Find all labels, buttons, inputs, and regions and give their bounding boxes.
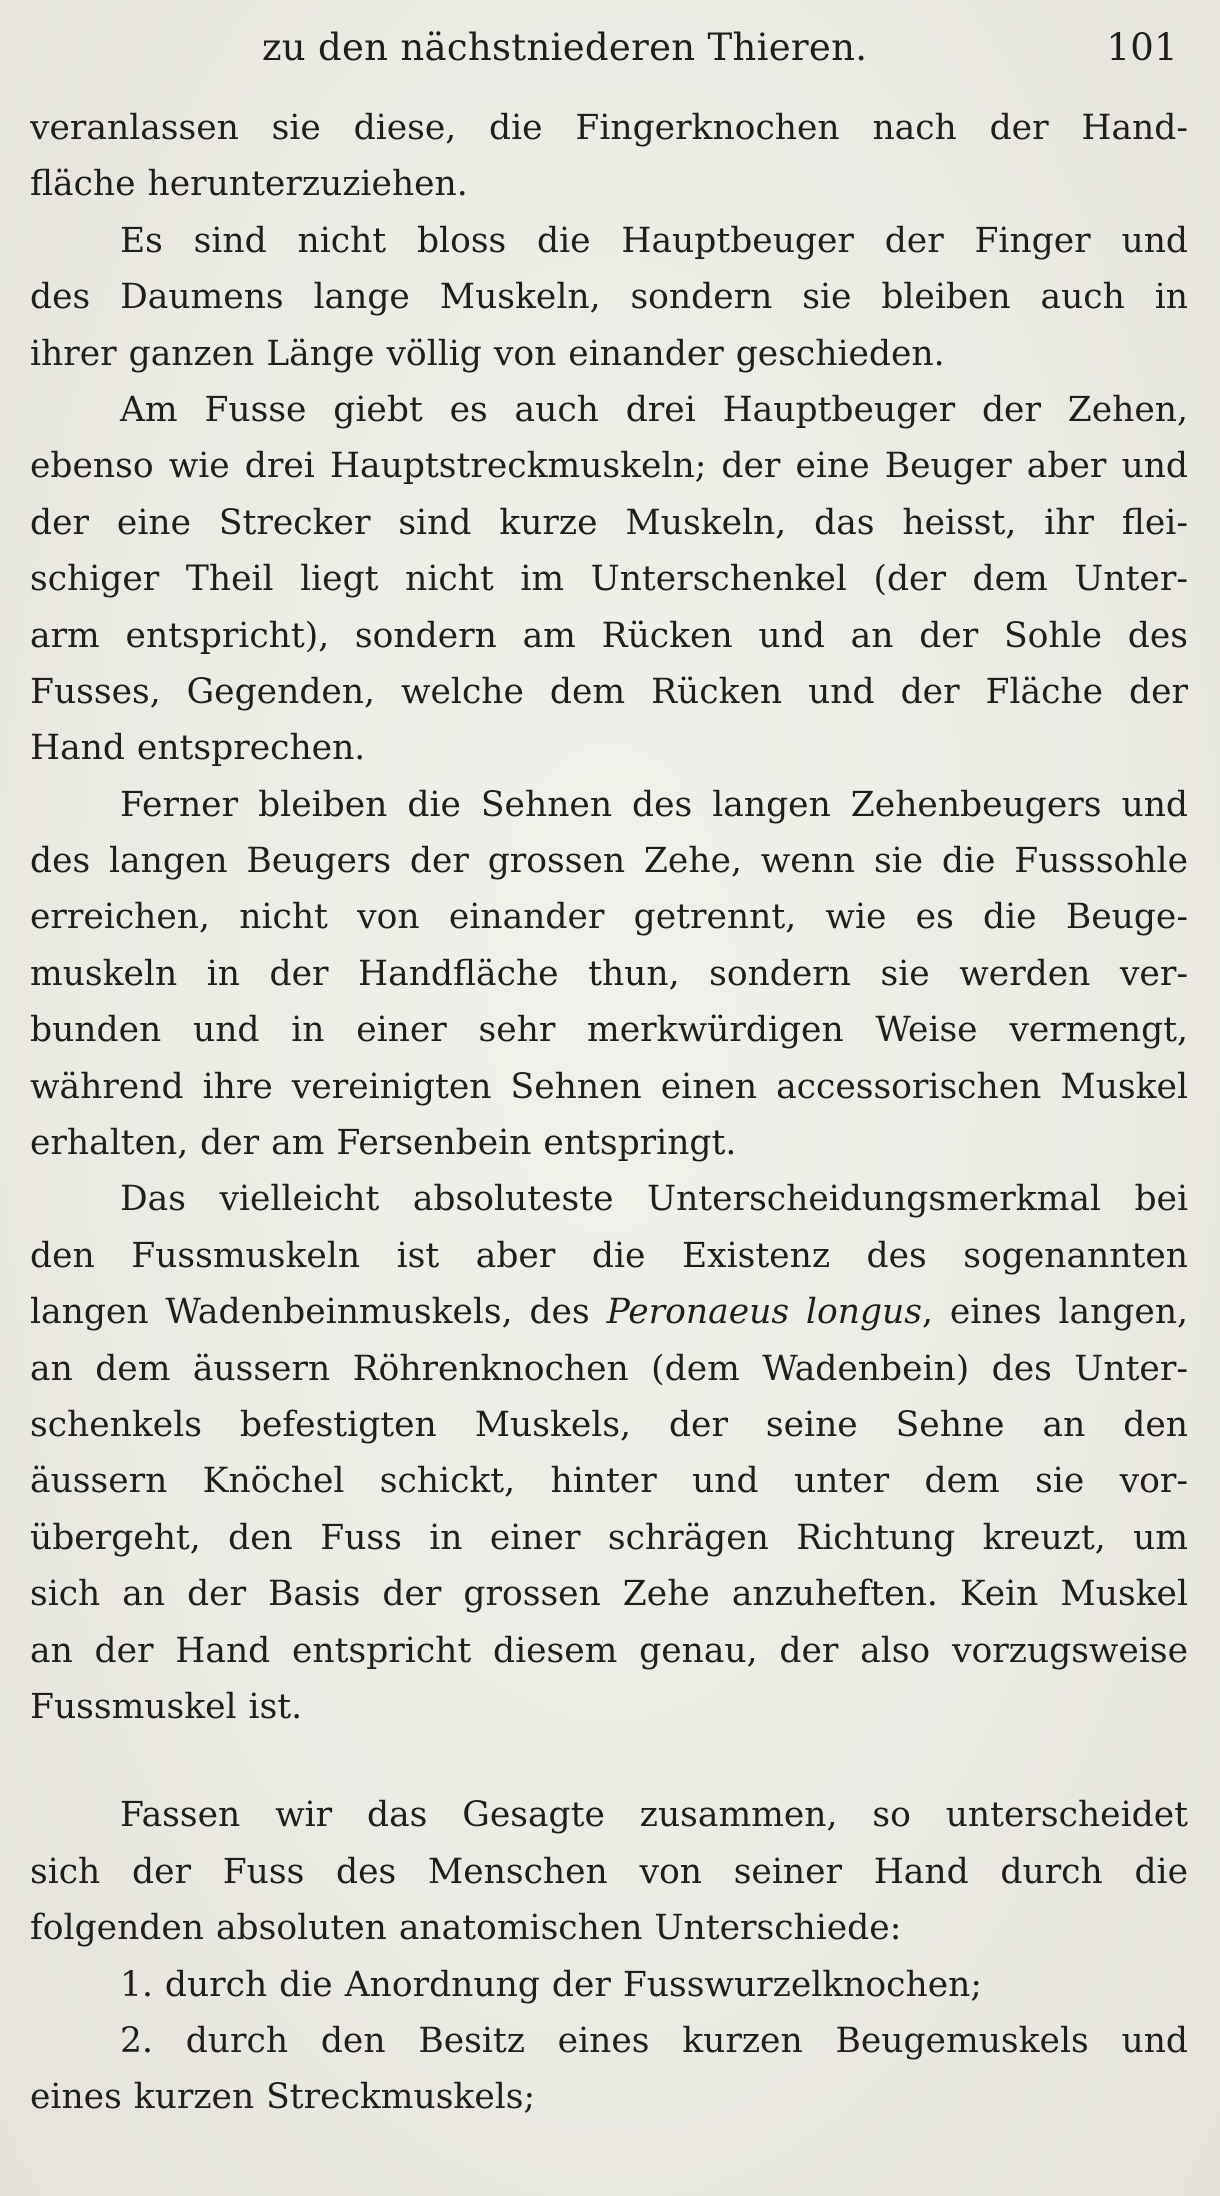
list-item bbox=[30, 2013, 1188, 2126]
text-line: ihrer ganzen Länge völlig von einander geschieden. bbox=[30, 333, 945, 374]
text-line: Am Fusse giebt es auch drei Hauptbeuger der Zehen, bbox=[120, 389, 1188, 430]
text-line: sich der Fuss des Menschen von seiner Hand durch die bbox=[30, 1851, 1188, 1892]
text-line: an der Hand entspricht diesem genau, der also vorzugsweise bbox=[30, 1630, 1188, 1671]
text-line: Das vielleicht absoluteste Unterscheidungsmerkmal bei bbox=[120, 1179, 1188, 1220]
text-line: folgenden absoluten anatomischen Unterschiede: bbox=[30, 1908, 902, 1949]
text-line: arm entspricht), sondern am Rücken und an der Sohle des bbox=[30, 615, 1188, 656]
text-line: bunden und in einer sehr merkwürdigen Weise vermengt, bbox=[30, 1010, 1188, 1051]
italic-term: Peronaeus longus bbox=[606, 1292, 922, 1333]
text-line: erreichen, nicht von einander getrennt, wie es die Beuge- bbox=[30, 897, 1188, 938]
text-line: Hand entsprechen. bbox=[30, 728, 366, 769]
text-line: veranlassen sie diese, die Fingerknochen nach der Hand- bbox=[30, 108, 1188, 148]
text-line: muskeln in der Handfläche thun, sondern sie werden ver- bbox=[30, 953, 1188, 994]
text-line: an dem äussern Röhrenknochen (dem Wadenbein) des Unter- bbox=[30, 1348, 1188, 1389]
text-line: Ferner bleiben die Sehnen des langen Zehenbeugers und bbox=[120, 784, 1188, 825]
text-line: schenkels befestigten Muskels, der seine Sehne an den bbox=[30, 1404, 1188, 1445]
text-line: übergeht, den Fuss in einer schrägen Richtung kreuzt, um bbox=[30, 1517, 1188, 1558]
text-line: schiger Theil liegt nicht im Unterschenkel (der dem Unter- bbox=[30, 559, 1188, 600]
list-item bbox=[30, 1957, 1188, 2013]
text-line: des langen Beugers der grossen Zehe, wenn sie die Fusssohle bbox=[30, 841, 1188, 882]
text-run: , eines langen, bbox=[921, 1292, 1188, 1333]
text-run: langen Wadenbeinmuskels, des bbox=[30, 1292, 607, 1333]
paragraph bbox=[30, 382, 1188, 777]
page-number: 101 bbox=[1106, 26, 1178, 69]
paragraph bbox=[30, 100, 1188, 213]
text-line-with-italic bbox=[30, 1284, 1188, 1340]
paragraph bbox=[30, 1171, 1188, 1735]
text-line: Fusses, Gegenden, welche dem Rücken und der Fläche der bbox=[30, 671, 1188, 712]
text-line: während ihre vereinigten Sehnen einen accessorischen Muskel bbox=[30, 1066, 1188, 1107]
text-line: eines kurzen Streckmuskels; bbox=[30, 2077, 536, 2118]
running-title: zu den nächstniederen Thieren. bbox=[262, 26, 868, 69]
text-line: sich an der Basis der grossen Zehe anzuheften. Kein Muskel bbox=[30, 1574, 1188, 1615]
text-line: 2. durch den Besitz eines kurzen Beugemuskels und bbox=[120, 2020, 1188, 2061]
text-line: erhalten, der am Fersenbein entspringt. bbox=[30, 1123, 737, 1164]
text-line: Fussmuskel ist. bbox=[30, 1686, 303, 1727]
text-line: äussern Knöchel schickt, hinter und unter dem sie vor- bbox=[30, 1461, 1188, 1502]
page-header bbox=[30, 26, 1190, 76]
text-line: den Fussmuskeln ist aber die Existenz des sogenannten bbox=[30, 1235, 1188, 1276]
section-gap bbox=[30, 1735, 1188, 1787]
text-line: fläche herunterzuziehen. bbox=[30, 164, 468, 205]
text-line: ebenso wie drei Hauptstreckmuskeln; der eine Beuger aber und bbox=[30, 446, 1188, 487]
text-line: Fassen wir das Gesagte zusammen, so unterscheidet bbox=[120, 1795, 1188, 1836]
text-line: 1. durch die Anordnung der Fusswurzelknochen; bbox=[120, 1964, 982, 2005]
paragraph bbox=[30, 213, 1188, 382]
paragraph bbox=[30, 1787, 1188, 1956]
text-line: des Daumens lange Muskeln, sondern sie bleiben auch in bbox=[30, 277, 1188, 318]
text-line: der eine Strecker sind kurze Muskeln, das heisst, ihr flei- bbox=[30, 502, 1188, 543]
paragraph bbox=[30, 777, 1188, 1172]
text-line: Es sind nicht bloss die Hauptbeuger der Finger und bbox=[120, 220, 1188, 261]
page-body bbox=[30, 100, 1188, 2126]
